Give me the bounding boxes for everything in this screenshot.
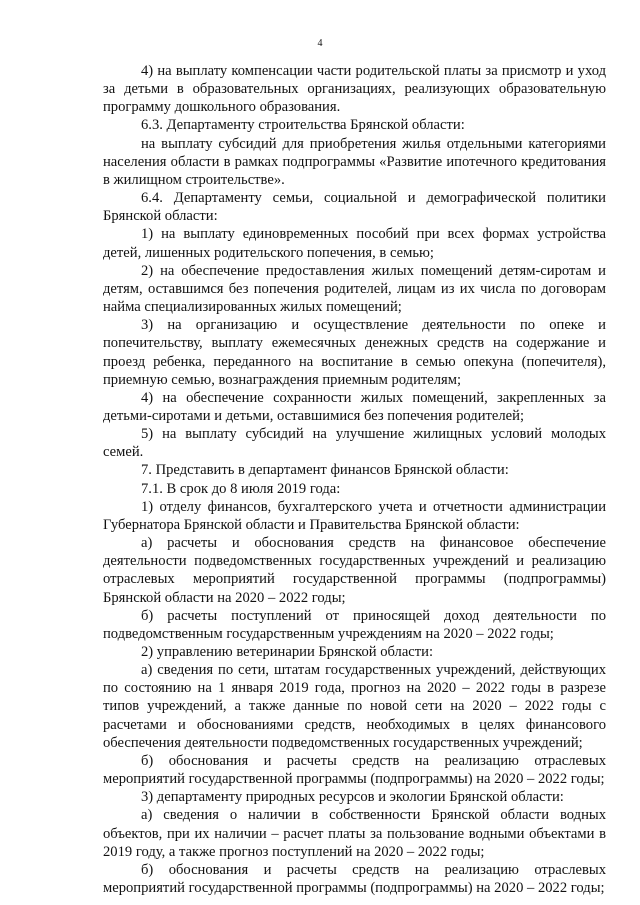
paragraph: 5) на выплату субсидий на улучшение жилищных условий молодых семей. bbox=[103, 426, 606, 461]
paragraph: 4) на выплату компенсации части родительской платы за присмотр и уход за детьми в образовательных организациях, реализующих образовательную программу дошкольного образования. bbox=[103, 63, 606, 116]
paragraph: 7.1. В срок до 8 июля 2019 года: bbox=[141, 480, 341, 497]
paragraph: б) обоснования и расчеты средств на реализацию отраслевых мероприятий государственной программы (подпрограммы) на 2020 – 2022 годы; bbox=[103, 752, 606, 788]
paragraph: 1) на выплату единовременных пособий при всех формах устройства детей, лишенных родительского попечения, в семью; bbox=[103, 226, 606, 261]
page-number: 4 bbox=[317, 38, 323, 49]
paragraph: 3) департаменту природных ресурсов и экологии Брянской области: bbox=[141, 789, 564, 806]
paragraph: 3) на организацию и осуществление деятельности по опеке и попечительству, выплату ежемесячных денежных средств на содержание и проезд ребенка, переданного на воспитание в семью опекуна (попечителя), приемную семью, вознаграждения приемным родителям; bbox=[103, 317, 606, 388]
paragraph: а) расчеты и обоснования средств на финансовое обеспечение деятельности подведомственных государственных учреждений и реализацию отраслевых мероприятий государственной программы (подпрограммы) Брянской области на 2020 – 2022 годы; bbox=[103, 535, 606, 606]
paragraph: 2) управлению ветеринарии Брянской области: bbox=[141, 644, 434, 660]
paragraph: 6.3. Департаменту строительства Брянской области: bbox=[141, 117, 465, 134]
paragraph: а) сведения о наличии в собственности Брянской области водных объектов, при их наличии – расчет платы за пользование водными объектами в 2019 году, а также прогноз поступлений на 2020 – 2022 годы; bbox=[103, 807, 606, 860]
document-body bbox=[103, 62, 606, 897]
paragraph: а) сведения по сети, штатам государственных учреждений, действующих по состоянию на 1 января 2019 года, прогноз на 2020 – 2022 годы в разрезе типов учреждений, а также данные по новой сети на 2020 – 2022 годы с расчетами и обоснованиями средств, необходимых в целях финансового обеспечения деятельности подведомственных государственных учреждений; bbox=[103, 662, 606, 751]
paragraph: 4) на обеспечение сохранности жилых помещений, закрепленных за детьми-сиротами и детьми, оставшимися без попечения родителей; bbox=[103, 389, 606, 424]
paragraph: 7. Представить в департамент финансов Брянской области: bbox=[141, 462, 509, 479]
paragraph: на выплату субсидий для приобретения жилья отдельными категориями населения области в рамках подпрограммы «Развитие ипотечного кредитования в жилищном строительстве». bbox=[103, 135, 606, 188]
paragraph: 1) отделу финансов, бухгалтерского учета и отчетности администрации Губернатора Брянской области и Правительства Брянской области: bbox=[103, 498, 606, 533]
paragraph: б) обоснования и расчеты средств на реализацию отраслевых мероприятий государственной программы (подпрограммы) на 2020 – 2022 годы; bbox=[103, 861, 606, 897]
paragraph: б) расчеты поступлений от приносящей доход деятельности по подведомственным государственным учреждениям на 2020 – 2022 годы; bbox=[103, 607, 606, 642]
paragraph: 6.4. Департаменту семьи, социальной и демографической политики Брянской области: bbox=[103, 190, 606, 225]
paragraph: 2) на обеспечение предоставления жилых помещений детям-сиротам и детям, оставшимся без попечения родителей, лицам из их числа по договорам найма специализированных жилых помещений; bbox=[103, 262, 606, 316]
